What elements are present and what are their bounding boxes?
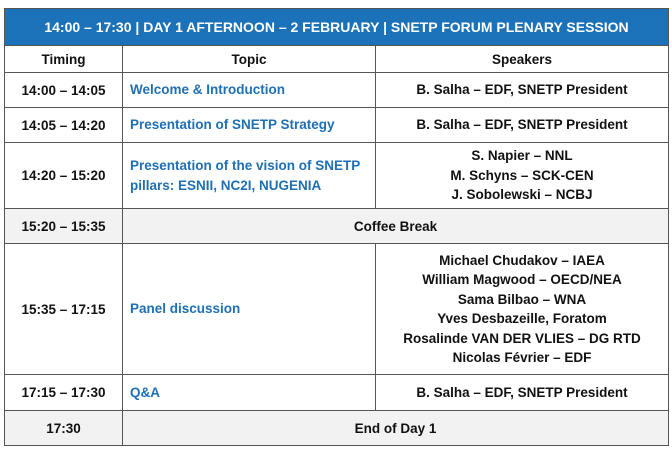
row-timing: 17:30 [5,411,123,446]
title-row [5,9,669,46]
topic-line: Presentation of the vision of SNETP [130,157,361,173]
agenda-title: 14:00 – 17:30 | DAY 1 AFTERNOON – 2 FEBRUARY | SNETP FORUM PLENARY SESSION [5,9,669,46]
table-row [5,73,669,108]
speaker-name: M. Schyns – SCK-CEN [450,167,594,183]
speaker-name: Nicolas Février – EDF [452,350,592,365]
header-topic: Topic [123,46,376,73]
row-speakers [376,375,669,411]
row-timing: 14:20 – 15:20 [5,143,123,209]
agenda-table [4,8,669,446]
end-of-day-label: End of Day 1 [123,411,669,446]
row-timing: 15:35 – 17:15 [5,244,123,375]
row-timing: 15:20 – 15:35 [5,209,123,244]
table-row-end [5,411,669,446]
header-speakers: Speakers [376,46,669,73]
row-topic: Welcome & Introduction [123,73,376,108]
row-speakers [376,143,669,209]
row-timing: 14:00 – 14:05 [5,73,123,108]
speaker-name: B. Salha – EDF, SNETP President [416,117,628,133]
speaker-name: Rosalinde VAN DER VLIES – DG RTD [403,330,641,346]
speaker-name: Yves Desbazeille, Foratom [437,311,607,326]
row-topic: Q&A [123,375,376,411]
speaker-name: J. Sobolewski – NCBJ [451,187,593,203]
speaker-name: Michael Chudakov – IAEA [439,252,605,268]
table-row-break [5,209,669,244]
speaker-name: William Magwood – OECD/NEA [422,272,622,287]
row-timing: 17:15 – 17:30 [5,375,123,411]
row-speakers [376,73,669,108]
speaker-name: B. Salha – EDF, SNETP President [416,384,628,400]
speaker-name: B. Salha – EDF, SNETP President [416,82,628,98]
row-topic: Panel discussion [123,244,376,375]
table-row [5,375,669,411]
table-row [5,244,669,375]
row-topic: Presentation of SNETP Strategy [123,108,376,143]
speaker-name: S. Napier – NNL [471,148,573,164]
row-speakers [376,244,669,375]
row-speakers [376,108,669,143]
header-timing: Timing [5,46,123,73]
agenda-container [4,8,668,446]
topic-line: pillars: ESNII, NC2I, NUGENIA [130,177,322,193]
table-row [5,108,669,143]
row-topic [123,143,376,209]
coffee-break-label: Coffee Break [123,209,669,244]
header-row [5,46,669,73]
row-timing: 14:05 – 14:20 [5,108,123,143]
table-row [5,143,669,209]
speaker-name: Sama Bilbao – WNA [457,291,587,307]
